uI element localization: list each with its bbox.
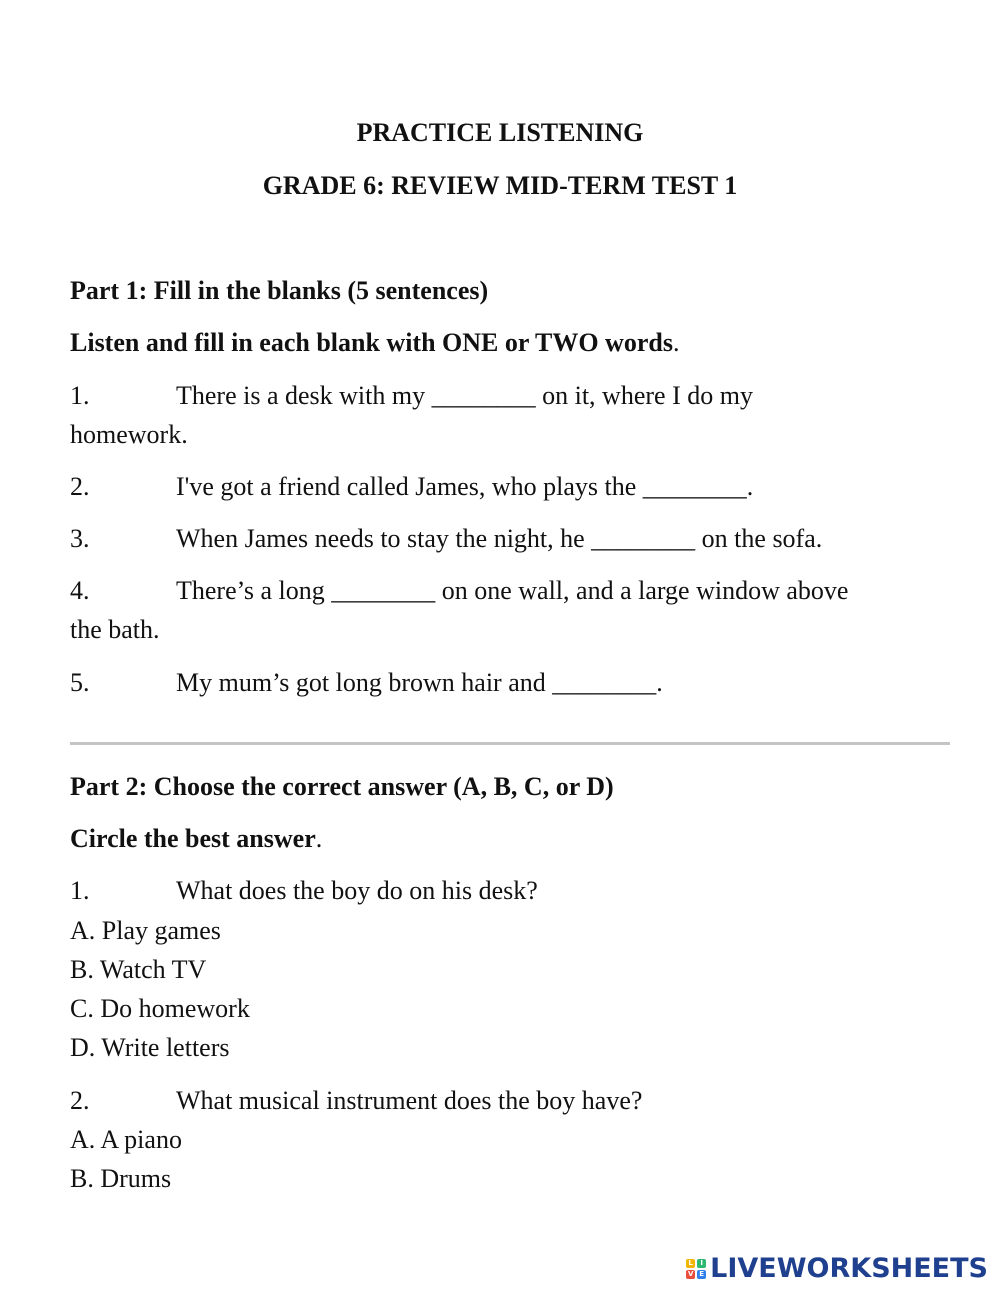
part2-question-1 bbox=[70, 871, 950, 910]
part1-instruction-text: Listen and fill in each blank with ONE or TWO words bbox=[70, 328, 673, 357]
part1-heading: Part 1: Fill in the blanks (5 sentences) bbox=[70, 276, 489, 305]
liveworksheets-logo-icon bbox=[686, 1259, 706, 1279]
logo-block: L bbox=[686, 1259, 695, 1268]
item-number: 1. bbox=[70, 381, 90, 410]
answer-option[interactable]: D. Write letters bbox=[70, 1033, 230, 1062]
part1-item-4 bbox=[70, 571, 950, 649]
part2-instruction-text: Circle the best answer bbox=[70, 824, 316, 853]
part1-instruction bbox=[70, 328, 679, 358]
part2-instruction-period: . bbox=[315, 824, 323, 853]
item-text: I've got a friend called James, who plays the ________. bbox=[176, 472, 754, 501]
brand-name: LIVEWORKSHEETS bbox=[710, 1253, 988, 1284]
part2-instruction bbox=[70, 824, 322, 854]
liveworksheets-brand bbox=[686, 1252, 988, 1286]
item-number: 4. bbox=[70, 576, 90, 605]
item-number: 5. bbox=[70, 668, 90, 697]
item-text: My mum’s got long brown hair and ________. bbox=[176, 668, 663, 697]
question-number: 2. bbox=[70, 1086, 90, 1115]
part1-item-5 bbox=[70, 663, 950, 702]
answer-option[interactable]: B. Watch TV bbox=[70, 955, 207, 984]
item-text: When James needs to stay the night, he ________ on the sofa. bbox=[176, 524, 823, 553]
part1-instruction-period: . bbox=[672, 328, 680, 357]
part1-item-1 bbox=[70, 376, 950, 454]
page-subtitle: GRADE 6: REVIEW MID-TERM TEST 1 bbox=[262, 171, 738, 200]
item-text: There is a desk with my ________ on it, where I do my bbox=[176, 381, 753, 410]
logo-block: I bbox=[697, 1259, 706, 1268]
answer-option[interactable]: A. A piano bbox=[70, 1125, 182, 1154]
item-text-continued: homework. bbox=[70, 420, 188, 449]
part1-item-2 bbox=[70, 467, 950, 506]
question-text: What musical instrument does the boy have? bbox=[176, 1086, 643, 1115]
item-text: There’s a long ________ on one wall, and a large window above bbox=[176, 576, 849, 605]
page-title: PRACTICE LISTENING bbox=[356, 118, 644, 147]
item-text-continued: the bath. bbox=[70, 615, 160, 644]
logo-block: V bbox=[687, 1270, 694, 1278]
logo-block: E bbox=[697, 1270, 706, 1279]
answer-option[interactable]: B. Drums bbox=[70, 1164, 172, 1193]
part1-item-3 bbox=[70, 519, 950, 558]
question-text: What does the boy do on his desk? bbox=[176, 876, 538, 905]
item-number: 3. bbox=[70, 524, 90, 553]
item-number: 2. bbox=[70, 472, 90, 501]
part2-question-2 bbox=[70, 1081, 950, 1120]
answer-option[interactable]: C. Do homework bbox=[70, 994, 250, 1023]
section-divider bbox=[70, 742, 950, 745]
question-number: 1. bbox=[70, 876, 90, 905]
part2-heading: Part 2: Choose the correct answer (A, B, C, or D) bbox=[70, 772, 614, 801]
answer-option[interactable]: A. Play games bbox=[70, 916, 221, 945]
